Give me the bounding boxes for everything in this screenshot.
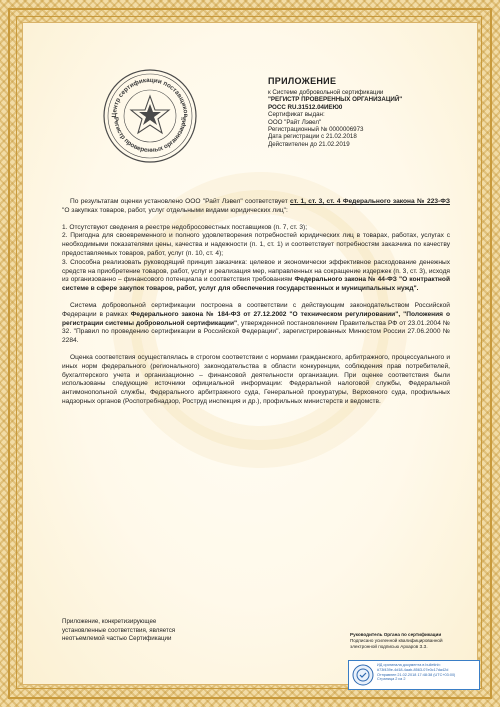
e-signature-line-3: Отправлен 21.02.2018 17:48:38 (UTC+03:00) — [377, 672, 456, 677]
footer-note-line-3: неотъемлемой частью Сертификации — [62, 635, 172, 643]
signature-line-2: Подписано усиленной квалифицированной — [350, 638, 443, 643]
header-line-7: Дата регистрации с 21.02.2018 — [268, 133, 357, 141]
paragraph-assessment: Оценка соответствия осуществлялась в строгом соответствии с нормами гражданского, арбитражного, процессуального и иных норм федерального (регионального) законодательства в области конкуренции, соблюдения прав потребителей, бухгалтерского учета и организационно – финансовой деятельности организации. При оценке соответствия были использованы следующие источники официальной информации: Федеральной налоговой службы, Федеральной антимонопольной службы, Федерального арбитражного суда, Генеральной прокуратуры, Верховного суда, профильных надзорных органов (Роспотребнадзор, Роструд инспекция и др.), профильных министерств и ведомств. — [62, 353, 450, 405]
seal-top-text: Центр сертификации поставщиков — [110, 76, 190, 118]
signature-line-3: электронной подписью Архаров З.З. — [350, 644, 428, 649]
signature-block — [350, 632, 470, 650]
seal-icon — [102, 68, 198, 164]
header-line-1: к Системе добровольной сертификации — [268, 89, 384, 96]
certification-seal — [102, 68, 198, 164]
e-signature-details — [377, 663, 477, 682]
list-item-3-text: 3. Способна реализовать руководящий принцип заказчика: целевое и экономически эффективное расходование денежных средств на приобретение товаров, работ, услуг и реализация мер, направленных на сокращение издержек (п. 3, ст. 3), исходя из организованно – финансового потенциала и соответствия требованиям — [62, 258, 450, 284]
document-body — [62, 198, 450, 407]
list-item-1: 1. Отсутствуют сведения в реестре недобросовестных поставщиков (п. 7, ст. 3); — [62, 223, 308, 231]
e-signature-stamp — [348, 660, 480, 690]
appendix-title: ПРИЛОЖЕНИЕ — [268, 76, 337, 86]
header-line-2: "РЕГИСТР ПРОВЕРЕННЫХ ОРГАНИЗАЦИЙ" — [268, 96, 403, 104]
seal-bottom-text: Регистр проверенных организаций — [111, 116, 189, 155]
intro-text: По результатам оценки установлено ООО "Райт Лэвел" соответствует — [70, 198, 291, 205]
header-line-3: РОСС RU.31512.04ИЕЮ0 — [268, 103, 343, 111]
e-signature-line-1: ИД оригинала документа в bulletinb: — [377, 663, 441, 667]
system-text-end: , утвержденной постановлением Правительства РФ от 23.01.2004 № 32. "Правил по проведению сертификации в Российской Федерации", зарегистрированных Минюстом России 27.06.2000 № 2284. — [62, 319, 450, 345]
intro-law-reference: ст. 1, ст. 3, ст. 4 Федерального закона № 223-ФЗ — [290, 198, 450, 205]
list-item-3 — [62, 259, 450, 294]
signature-line-1: Руководитель Органа по сертификации — [350, 632, 442, 637]
system-law-reference: Федерального закона № 184-ФЗ от 27.12.2002 "О техническом регулировании", "Положения о регистрации системы добровольной сертификации" — [62, 310, 450, 327]
footer-note-line-1: Приложение, конкретизирующее — [62, 618, 157, 625]
list-item-3-law: Федерального закона № 44-ФЗ "О контрактной системе в сфере закупок товаров, работ, услуг для обеспечения государственных и муниципальных нужд". — [62, 276, 450, 293]
e-signature-line-2: #73f439e-4d18-4aab-8563-07e0c17da42d — [377, 667, 449, 672]
footer-note — [62, 618, 202, 644]
footer-note-line-2: установленные соответствия, является — [62, 626, 176, 634]
header-line-8: Действителен до 21.02.2019 — [268, 140, 350, 148]
header-line-5: ООО "Райт Лэвел" — [268, 118, 322, 126]
list-item-2: 2. Пригодна для своевременного и полного удовлетворения потребностей юридических лиц в товарах, работах, услугах с необходимыми показателями цены, качества и надежности (п. 1, ст. 1) и соответствует потребностям заказчика по качеству предоставляемых товаров, работ, услуг (п. 10, ст. 4); — [62, 232, 450, 257]
paragraph-intro — [62, 198, 450, 216]
e-signature-line-4: Страница 2 из 2 — [377, 677, 406, 682]
header-line-4: Сертификат выдан: — [268, 111, 325, 119]
e-signature-icon — [352, 664, 374, 686]
header-line-6: Регистрационный № 0000006973 — [268, 126, 364, 134]
paragraph-system — [62, 302, 450, 346]
appendix-header — [268, 76, 468, 148]
intro-law-title: "О закупках товаров, работ, услуг отдельными видами юридических лиц": — [62, 206, 288, 214]
system-text: Система добровольной сертификации построена в соответствии с действующим законодательством Российской Федерации в рамках — [62, 301, 450, 318]
